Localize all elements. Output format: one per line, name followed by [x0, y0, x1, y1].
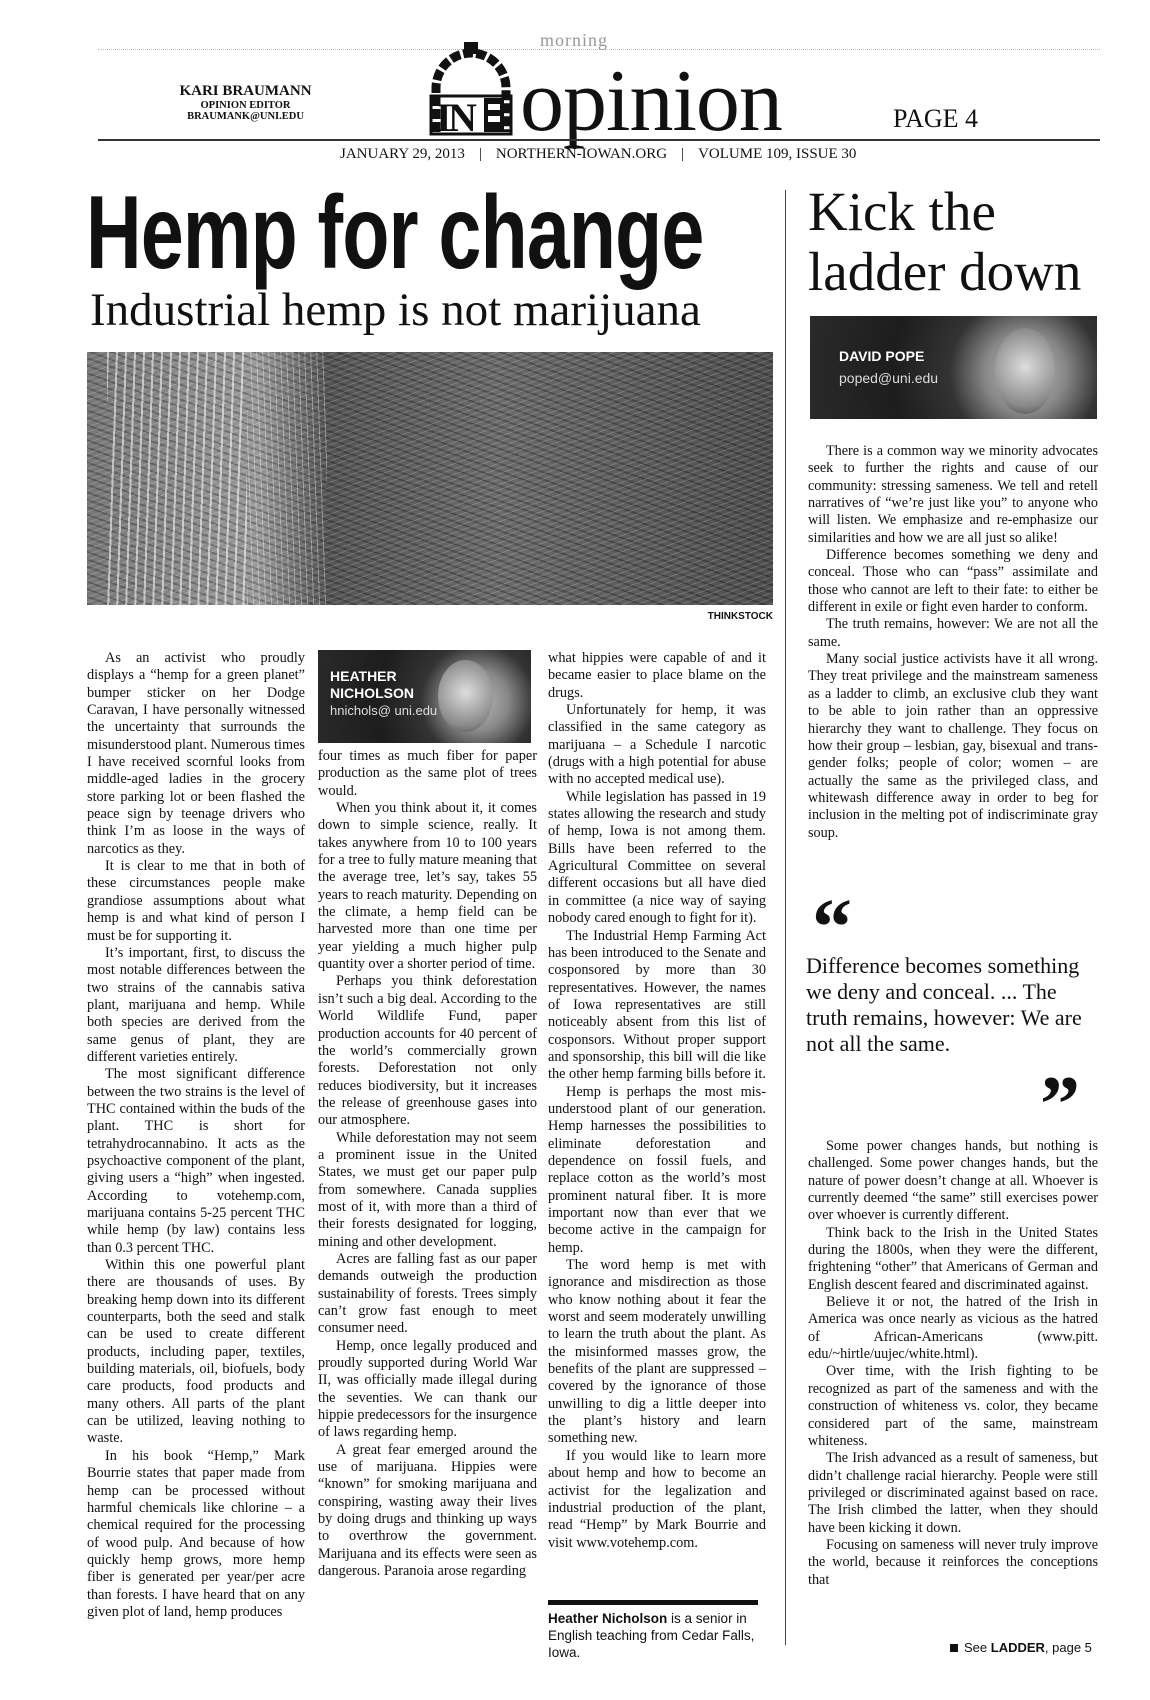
separator: | [681, 146, 685, 162]
jump-suffix: , page 5 [1044, 1640, 1092, 1655]
jump-prefix: See [964, 1640, 991, 1655]
article-subhead: Industrial hemp is not marijuana [90, 284, 701, 336]
article-paragraph: Acres are falling fast as our paper demands outweigh the production sustainability of forests. Trees simply can’t grow fast enough to meet consumer need. [318, 1250, 537, 1337]
volume-issue: VOLUME 109, ISSUE 30 [698, 146, 857, 162]
article-paragraph: There is a common way we minority advocates seek to further the rights and cause of our community: stressing sameness. We tell and retell narratives of “we’re just like you” to anyone who will listen. We emphasize and re-emphasize our similarities and how we are all just so alike! [808, 443, 1098, 546]
article-paragraph: When you think about it, it comes down to simple science, really. It takes anywhere from 10 to 100 years for a tree to fully mature meaning that the average tree, let’s say, takes 55 years to reach maturity. Depending on the climate, a hemp field can be harvested more than one time per year yielding a much higher pulp quantity over a shorter period of time. [318, 800, 537, 973]
author-mug-david [810, 316, 1097, 419]
photo-credit: THINKSTOCK [707, 611, 773, 622]
bio-rule [548, 1600, 758, 1605]
column-divider [785, 190, 786, 1645]
article-paragraph: A great fear emerged around the use of marijuana. Hippies were “known” for smoking marijuana and conspiring, wasting away their lives by doing drugs and thinking up ways to overthrow the government. Marijuana and its effects were seen as dangerous. Paranoia arose regarding [318, 1441, 537, 1580]
article2-column-bottom [808, 1138, 1098, 1589]
article-paragraph: what hippies were capable of and it became easier to place blame on the drugs. [548, 650, 766, 701]
bio-text: is a senior in English teaching from Cedar Falls, Iowa. [548, 1611, 755, 1660]
article-paragraph: While deforestation may not seem a prominent issue in the United States, we must get our paper pulp from somewhere. Canada supplies most of it, with more than a third of their forests designated for logging, mining and other development. [318, 1129, 537, 1250]
svg-text:N: N [448, 95, 477, 136]
article-paragraph: The truth remains, however: We are not all the same. [808, 616, 1098, 650]
section-title: opinion [520, 53, 782, 150]
article-paragraph: It’s important, first, to discuss the most notable differences between the two strains of the cannabis sativa plant, marijuana and hemp. While both species are derived from the same genus of plant, they are different varieties entirely. [87, 944, 305, 1065]
article-paragraph: Unfortunately for hemp, it was classified in the same category as marijuana – a Schedule I narcotic (drugs with a high potential for abuse with no accepted medical use). [548, 702, 766, 788]
article-paragraph: Over time, with the Irish fighting to be recognized as part of the sameness and with the construction of whiteness vs. color, they became considered part of the same, mainstream whiteness. [808, 1363, 1098, 1449]
author-email: poped@uni.edu [839, 370, 939, 386]
open-quote-icon: “ [812, 884, 852, 972]
masthead-rule [98, 139, 1100, 141]
article-column-2 [318, 650, 537, 1581]
article-paragraph: four times as much fiber for paper production as the same plot of trees would. [318, 748, 537, 799]
article-paragraph: Difference becomes something we deny and conceal. Those who can “pass” assimilate and those who cannot are left to their fate: to either be different in exile or fight even harder to conform. [808, 547, 1098, 616]
page-number: PAGE 4 [893, 104, 979, 133]
jump-keyword: LADDER [990, 1640, 1045, 1655]
author-bio [548, 1610, 768, 1661]
editor-email: BRAUMANK@UNI.EDU [187, 110, 304, 122]
editor-name: KARI BRAUMANN [179, 83, 312, 99]
article-paragraph: Hemp, once legally produced and proudly supported during World War II, was officially made illegal during the seventies. We can thank our hippie predecessors for the insurgence of laws regarding hemp. [318, 1337, 537, 1441]
article-paragraph: As an activist who proudly displays a “hemp for a green planet” bumper sticker on her Dodge Caravan, I have personally witnessed the uncertainty that surrounds the misunderstood plant. Numerous times I have received scornful looks from middle-aged ladies in the grocery store parking lot or been flashed the peace sign by teenage drivers who think I’m as loose in the ways of narcotics as they. [87, 650, 305, 857]
author-email: hnichols@ uni.edu [330, 703, 438, 718]
svg-text:I: I [436, 95, 452, 136]
article-paragraph: The word hemp is met with ignorance and misdirection as those who know nothing about it fear the worst and seem moderately unwilling to learn the truth about the plant. As the misinformed masses grow, the benefits of the plant are suppressed – covered by the ignorance of those unwilling to dig a little deeper into the plant’s history and learn something new. [548, 1257, 766, 1447]
pull-quote: Difference becomes something we deny and conceal. ... The truth remains, however: We are not all the same. [806, 953, 1082, 1056]
article-paragraph: Focusing on sameness will never truly improve the world, because it reinforces the conceptions that [808, 1536, 1098, 1588]
article-paragraph: Perhaps you think deforestation isn’t such a big deal. According to the World Wildlife Fund, paper production accounts for 40 percent of the world’s commercially grown forests. Deforestation not only reduces biodiversity, but it increases the release of greenhouse gases into our atmosphere. [318, 973, 537, 1129]
article-paragraph: The most significant difference between the two strains is the level of THC contained within the buds of the plant. THC is short for tetrahydrocannabino. It acts as the psychoactive component of the plant, giving users a “high” when ingested. According to votehemp.com, marijuana contains 5-25 percent THC while hemp (by law) contains less than 0.3 percent THC. [87, 1066, 305, 1256]
article-paragraph: Think back to the Irish in the United States during the 1800s, when they were the different, frightening “other” that Americans of German and English descent feared and discriminated against. [808, 1224, 1098, 1293]
article-column-1 [87, 650, 305, 1621]
issue-date: JANUARY 29, 2013 [340, 146, 465, 162]
square-bullet-icon [950, 1644, 958, 1652]
bio-name: Heather Nicholson [548, 1611, 668, 1626]
author-mug-heather [318, 650, 531, 743]
article-paragraph: If you would like to learn more about hemp and how to become an activist for the legalization and industrial production of the plant, read “Hemp” by Mark Bourrie and visit www.votehemp.com. [548, 1447, 766, 1551]
headline-line: ladder down [808, 241, 1082, 302]
website: NORTHERN-IOWAN.ORG [495, 146, 668, 162]
article-paragraph: Hemp is perhaps the most misunderstood plant of our generation. Hemp harnesses the possibilities to eliminate deforestation and dependence on fossil fuels, and replace cotton as the world’s most prominent natural fiber. It is more important now than ever that we become active in the campaign for hemp. [548, 1083, 766, 1256]
article-paragraph: It is clear to me that in both of these circumstances people make grandiose assumptions about what hemp is and what kind of person I must be for supporting it. [87, 858, 305, 944]
article-paragraph: Within this one powerful plant there are thousands of uses. By breaking hemp down into its different counterparts, both the seed and stalk can be used to create different products, including paper, textiles, building materials, oil, biofuels, body care products, food products and many others. All parts of the plant can be utilized, leaving nothing to waste. [87, 1257, 305, 1447]
author-portrait [438, 660, 493, 732]
jump-line[interactable] [950, 1640, 1092, 1655]
faint-header-text: morning [540, 30, 608, 50]
article-paragraph: The Industrial Hemp Farming Act has been introduced to the Senate and cosponsored by more than 30 representatives. However, the names of Iowa representatives are still noticeably absent from this list of cosponsors. Without proper support and sponsorship, this bill will die like the other hemp farming bills before it. [548, 927, 766, 1083]
article2-column-top [808, 443, 1098, 842]
article-paragraph: Believe it or not, the hatred of the Irish in America was once nearly as vicious as the hatred of African-Americans (www.pitt.​edu/~hirtle/uujec/white.html). [808, 1294, 1098, 1363]
article-paragraph: Many social justice activists have it all wrong. They treat privilege and the mainstream sameness as a ladder to climb, an exclusive club they want to be able to join rather than an oppressive hierarchy they want to challenge. They focus on how their group – lesbian, gay, bisexual and transgender folks; people of color; women – are actually the same as the privileged class, and whitewash difference away in order to beg for inclusion in the melting pot of indiscriminate gray soup. [808, 651, 1098, 841]
article2-headline [808, 182, 1081, 302]
article-paragraph: In his book “Hemp,” Mark Bourrie states that paper made from hemp can be processed without harmful chemicals like chlorine – a chemical required for the processing of wood pulp. And because of how quickly hemp grows, more hemp fiber is generated per year/per acre than forests. I have heard that on any given plot of land, hemp produces [87, 1447, 305, 1620]
author-name: DAVID POPE [839, 348, 925, 364]
dateline [340, 146, 856, 163]
separator: | [478, 146, 482, 162]
article-paragraph: While legislation has passed in 19 states allowing the research and study of hemp, Iowa is not among them. Bills have been referred to the Agricultural Committee on several different occasions but all have died in committee (a nice way of saying nobody cared enough to fight for it). [548, 788, 766, 927]
author-portrait [995, 328, 1055, 414]
close-quote-icon: ” [1040, 1061, 1080, 1149]
article-paragraph: Some power changes hands, but nothing is challenged. Some power changes hands, but the nature of power doesn’t change at all. Whoever is currently deemed “the same” still exercises power over whoever is currently different. [808, 1138, 1098, 1224]
northern-iowan-logo-icon [428, 40, 514, 136]
article-headline: Hemp for change [86, 175, 704, 291]
author-name: HEATHER NICHOLSON [330, 668, 414, 701]
headline-line: Kick the [808, 181, 996, 242]
editor-title: OPINION EDITOR [200, 99, 291, 111]
article-column-3 [548, 650, 766, 1552]
editor-info [168, 84, 323, 122]
hemp-photo [87, 352, 773, 605]
article-paragraph: The Irish advanced as a result of sameness, but didn’t challenge racial hierarchy. People were still privileged or discriminated against based on race. The Irish climbed the latter, when they should have been kicking it down. [808, 1450, 1098, 1536]
